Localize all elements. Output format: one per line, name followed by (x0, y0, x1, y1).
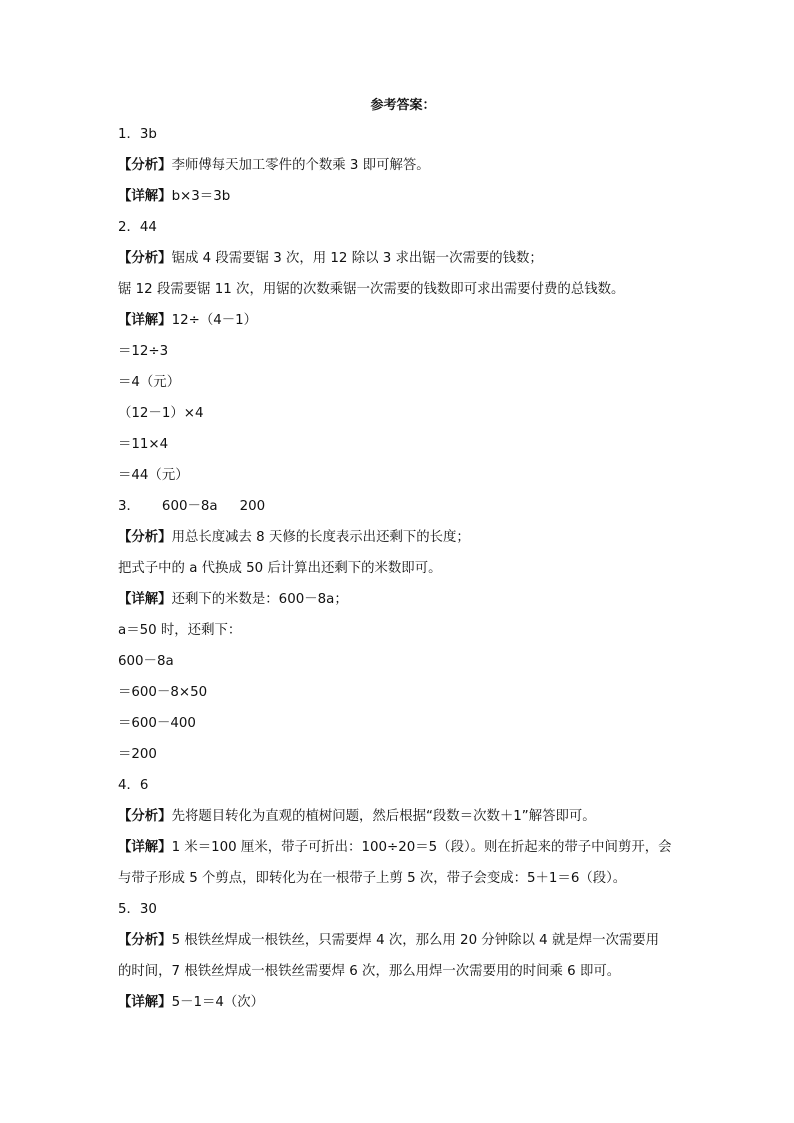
q3-step: ＝600－400 (118, 716, 196, 731)
q3-answer-a: 600－8a (161, 499, 218, 514)
q4-detail-continued: 与带子形成 5 个剪点，即转化为在一根带子上剪 5 次，带子会变成：5＋1＝6（段）。 (118, 871, 627, 886)
analysis-tag: 【分析】 (118, 530, 172, 545)
q5-detail-line (118, 993, 688, 1013)
q1-analysis-text: 李师傅每天加工零件的个数乘 3 即可解答。 (171, 158, 430, 173)
detail-tag: 【详解】 (118, 189, 172, 204)
q2-detail-text: 12÷（4－1） (171, 313, 258, 328)
page-title: 参考答案： (370, 98, 436, 113)
detail-tag: 【详解】 (118, 313, 172, 328)
analysis-tag: 【分析】 (118, 158, 172, 173)
q4-detail-line (118, 838, 688, 858)
q2-analysis-line (118, 249, 688, 269)
q3-analysis-text: 用总长度减去 8 天修的长度表示出还剩下的长度； (171, 530, 470, 545)
analysis-tag: 【分析】 (118, 251, 172, 266)
analysis-tag: 【分析】 (118, 809, 172, 824)
detail-tag: 【详解】 (118, 995, 172, 1010)
detail-tag: 【详解】 (118, 592, 172, 607)
q3-answer-line (118, 497, 688, 517)
q1-answer: 1．3b (118, 127, 157, 142)
q1-analysis-line (118, 156, 688, 176)
q2-analysis-continued: 锯 12 段需要锯 11 次，用锯的次数乘锯一次需要的钱数即可求出需要付费的总钱数。 (118, 282, 625, 297)
q3-step: a＝50 时，还剩下： (118, 623, 242, 638)
q3-detail-text: 还剩下的米数是：600－8a； (171, 592, 348, 607)
q3-step: ＝600－8×50 (118, 685, 208, 700)
q1-detail-line (118, 187, 688, 207)
q1-detail-text: b×3＝3b (171, 189, 231, 204)
q2-step: ＝11×4 (118, 437, 169, 452)
detail-tag: 【详解】 (118, 840, 172, 855)
q4-analysis-text: 先将题目转化为直观的植树问题，然后根据“段数＝次数＋1”解答即可。 (171, 809, 596, 824)
q3-answer-b: 200 (239, 499, 266, 514)
q5-detail-text: 5－1＝4（次） (171, 995, 265, 1010)
q2-analysis-text: 锯成 4 段需要锯 3 次，用 12 除以 3 求出锯一次需要的钱数； (171, 251, 543, 266)
q2-answer: 2．44 (118, 220, 157, 235)
q2-step: （12－1）×4 (118, 406, 204, 421)
q5-analysis-continued: 的时间，7 根铁丝焊成一根铁丝需要焊 6 次，那么用焊一次需要用的时间乘 6 即可。 (118, 964, 621, 979)
q3-detail-line (118, 590, 688, 610)
q5-analysis-text: 5 根铁丝焊成一根铁丝，只需要焊 4 次，那么用 20 分钟除以 4 就是焊一次需要用 (171, 933, 660, 948)
q2-detail-line (118, 311, 688, 331)
q2-step: ＝4（元） (118, 375, 181, 390)
analysis-tag: 【分析】 (118, 933, 172, 948)
answer-page (118, 96, 688, 1024)
q2-step: ＝44（元） (118, 468, 189, 483)
q4-answer: 4．6 (118, 778, 149, 793)
q4-detail-text: 1 米＝100 厘米，带子可折出：100÷20＝5（段）。则在折起来的带子中间剪开，会 (171, 840, 672, 855)
q3-analysis-continued: 把式子中的 a 代换成 50 后计算出还剩下的米数即可。 (118, 561, 442, 576)
q3-step: ＝200 (118, 747, 157, 762)
q3-step: 600－8a (118, 654, 174, 669)
q2-step: ＝12÷3 (118, 344, 169, 359)
q5-answer: 5．30 (118, 902, 157, 917)
q3-analysis-line (118, 528, 688, 548)
q5-analysis-line (118, 931, 688, 951)
q3-number: 3． (118, 499, 140, 514)
q4-analysis-line (118, 807, 688, 827)
